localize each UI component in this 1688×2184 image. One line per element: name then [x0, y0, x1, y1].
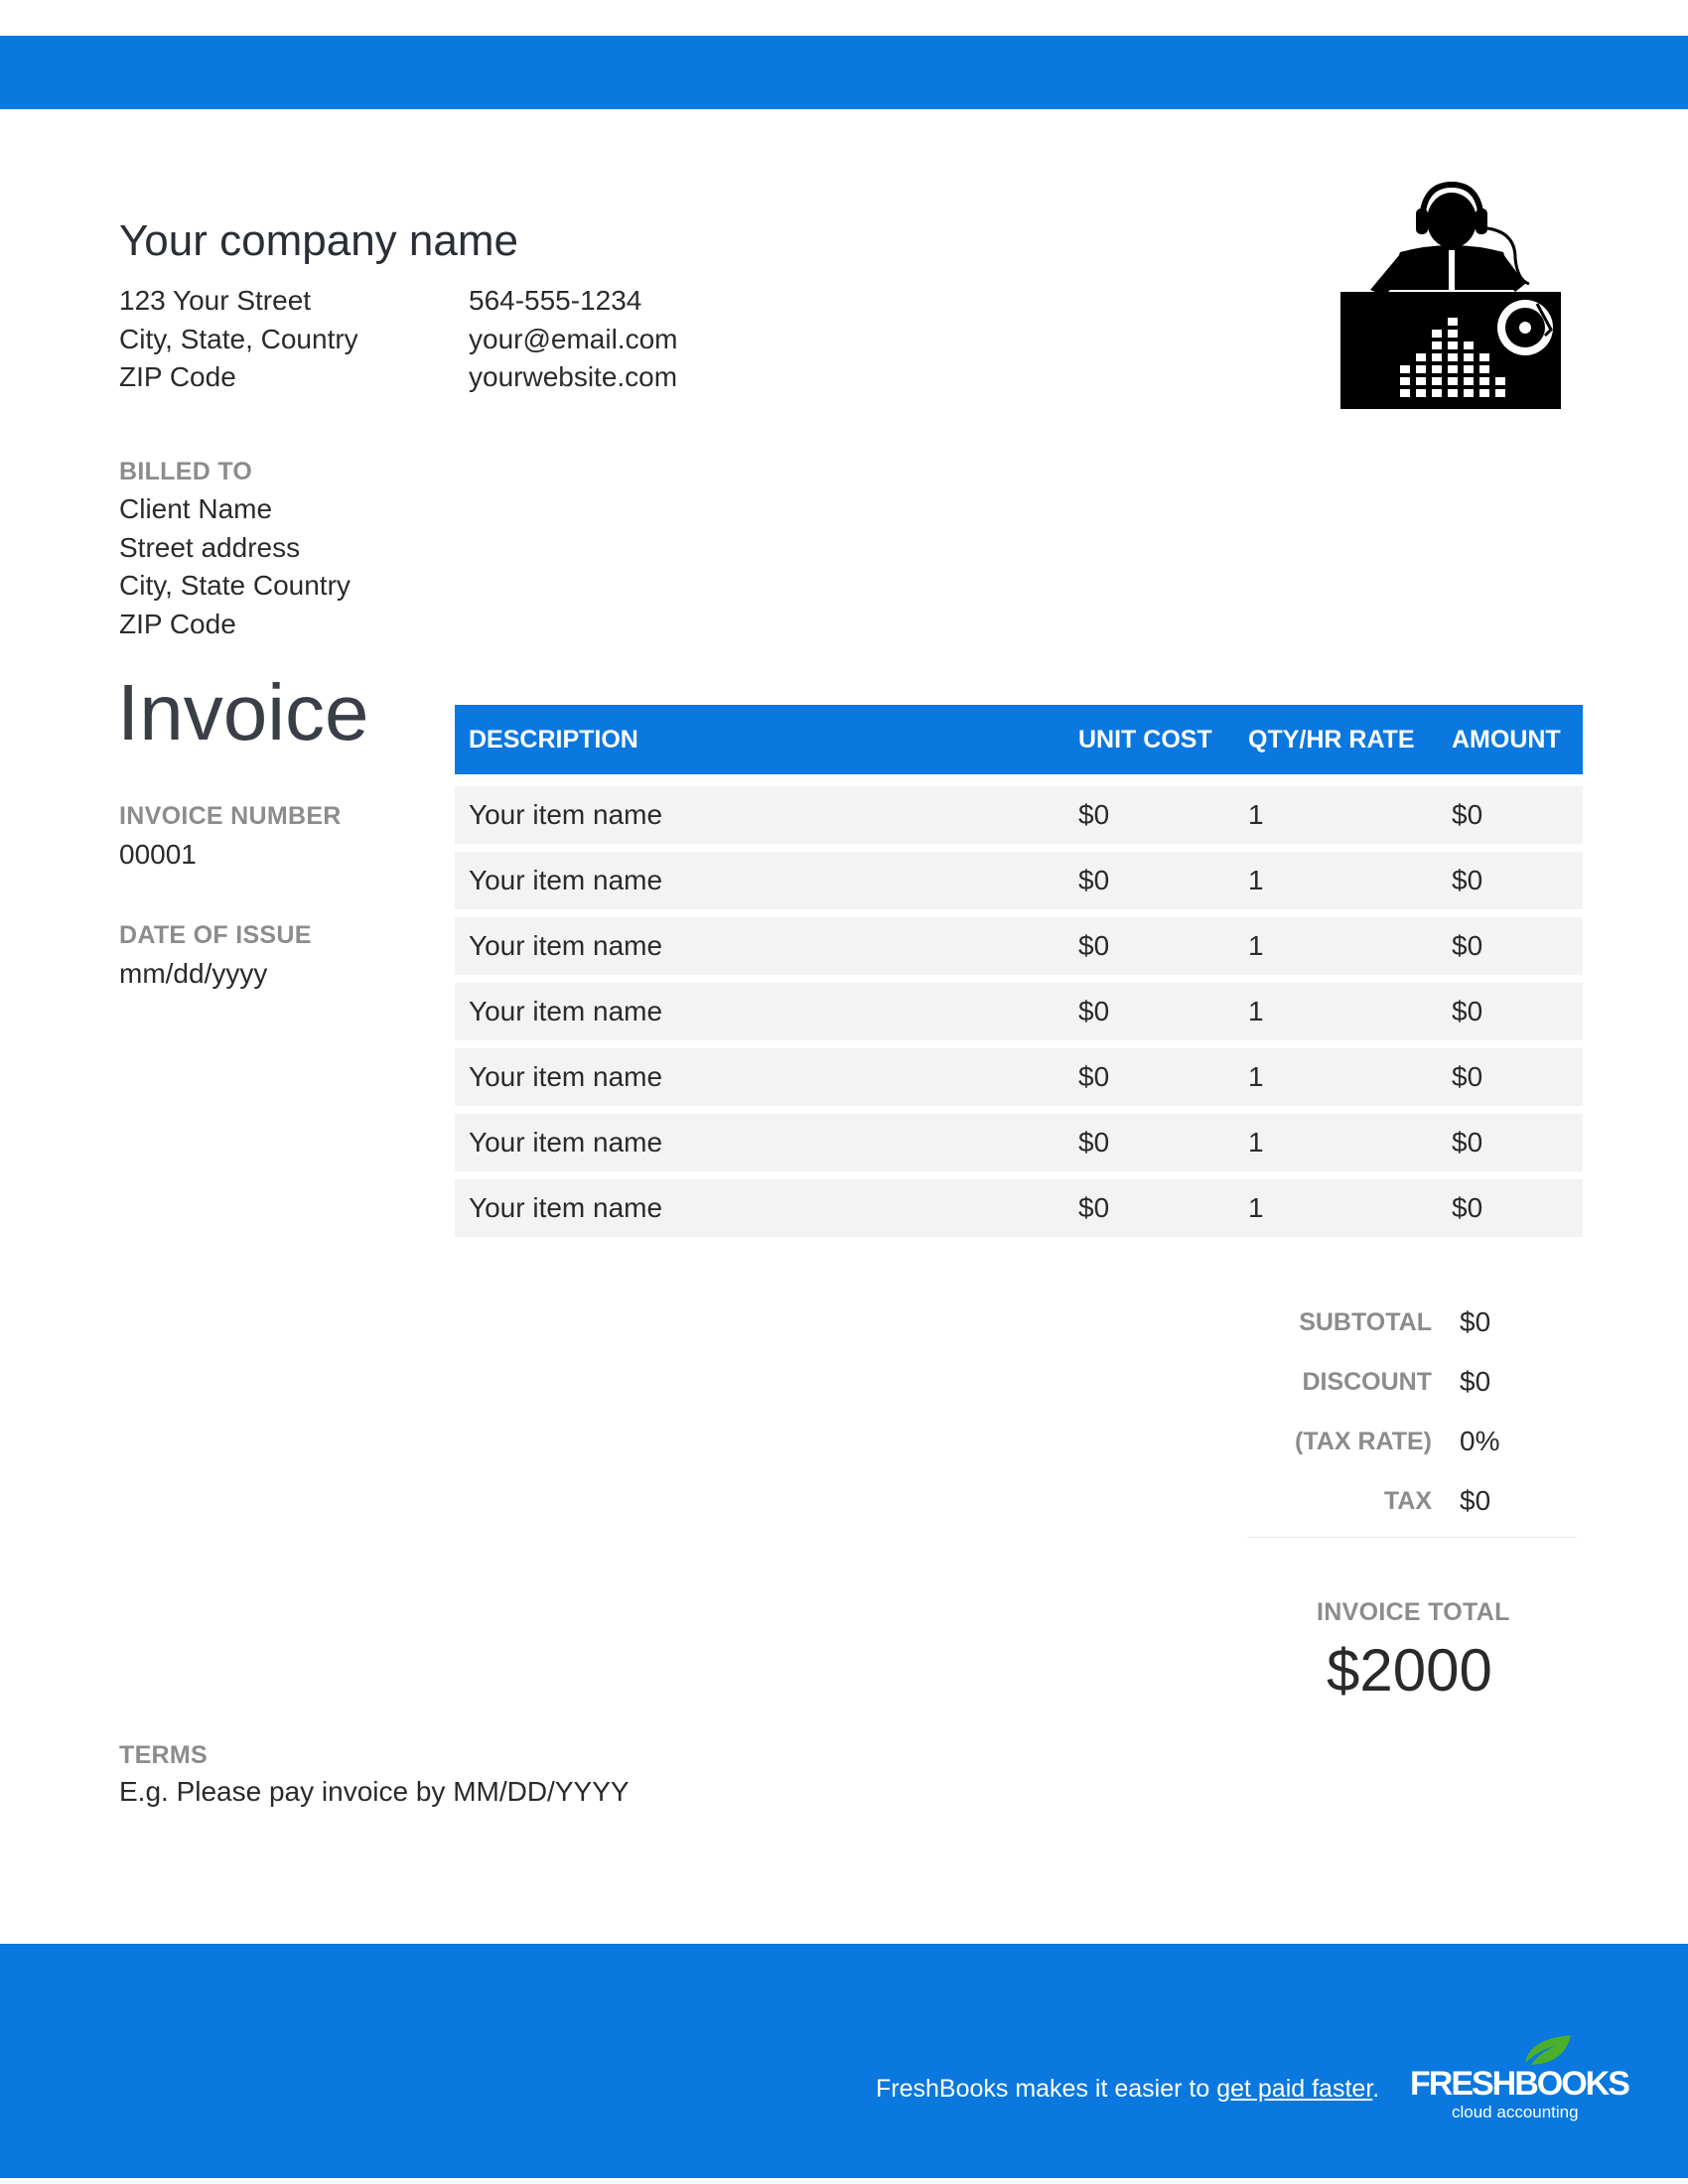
freshbooks-logo-text[interactable]: FRESHBOOKS — [1410, 2065, 1628, 2103]
item-description: Your item name — [455, 852, 1064, 917]
invoice-number-block — [119, 802, 342, 871]
table-row — [455, 1114, 1583, 1179]
item-unit-cost: $0 — [1064, 1114, 1234, 1179]
tax-label: TAX — [1383, 1486, 1432, 1515]
item-unit-cost: $0 — [1064, 1179, 1234, 1245]
item-qty: 1 — [1234, 917, 1438, 983]
tax-rate-row — [1241, 1412, 1579, 1471]
invoice-total-label: INVOICE TOTAL — [1317, 1598, 1510, 1626]
item-amount: $0 — [1438, 917, 1583, 983]
company-email: your@email.com — [469, 323, 678, 354]
item-unit-cost: $0 — [1064, 774, 1234, 852]
item-description: Your item name — [455, 1048, 1064, 1114]
subtotal-value: $0 — [1460, 1306, 1491, 1337]
item-qty: 1 — [1234, 983, 1438, 1048]
item-qty: 1 — [1234, 1114, 1438, 1179]
invoice-total-value: $2000 — [1327, 1637, 1492, 1704]
header-description: DESCRIPTION — [455, 705, 1064, 774]
item-amount: $0 — [1438, 983, 1583, 1048]
item-description: Your item name — [455, 983, 1064, 1048]
terms-label: TERMS — [119, 1741, 208, 1769]
date-of-issue: mm/dd/yyyy — [119, 958, 268, 989]
discount-row — [1241, 1352, 1579, 1412]
item-amount: $0 — [1438, 774, 1583, 852]
table-row — [455, 1048, 1583, 1114]
client-street: Street address — [119, 531, 301, 563]
totals-divider — [1247, 1537, 1577, 1538]
billed-to-block — [119, 457, 351, 643]
header-amount: AMOUNT — [1438, 705, 1583, 774]
item-amount: $0 — [1438, 1114, 1583, 1179]
subtotal-row — [1241, 1293, 1579, 1352]
line-items-table — [455, 705, 1583, 1245]
company-website: yourwebsite.com — [469, 361, 678, 392]
table-row — [455, 917, 1583, 983]
discount-value: $0 — [1460, 1366, 1491, 1397]
item-unit-cost: $0 — [1064, 1048, 1234, 1114]
header-bar — [0, 36, 1688, 109]
item-unit-cost: $0 — [1064, 852, 1234, 917]
invoice-number-label: INVOICE NUMBER — [119, 802, 342, 830]
billed-to-label: BILLED TO — [119, 458, 253, 485]
client-zip: ZIP Code — [119, 608, 236, 639]
footer-tagline — [876, 2075, 1379, 2104]
table-header-row — [455, 705, 1583, 774]
table-row — [455, 1179, 1583, 1245]
item-amount: $0 — [1438, 852, 1583, 917]
table-row — [455, 852, 1583, 917]
tax-value: $0 — [1460, 1485, 1491, 1516]
item-description: Your item name — [455, 1179, 1064, 1245]
company-address — [119, 282, 358, 397]
table-row — [455, 983, 1583, 1048]
invoice-number: 00001 — [119, 839, 197, 870]
terms-block — [119, 1741, 630, 1808]
company-name: Your company name — [119, 216, 518, 265]
company-street: 123 Your Street — [119, 285, 312, 316]
item-description: Your item name — [455, 1114, 1064, 1179]
tax-row — [1241, 1471, 1579, 1531]
item-description: Your item name — [455, 917, 1064, 983]
subtotal-label: SUBTOTAL — [1299, 1307, 1432, 1336]
company-city: City, State, Country — [119, 323, 358, 354]
date-of-issue-label: DATE OF ISSUE — [119, 921, 312, 949]
dj-mixer-logo-icon — [1340, 181, 1564, 411]
header-unit-cost: UNIT COST — [1064, 705, 1234, 774]
item-unit-cost: $0 — [1064, 983, 1234, 1048]
item-description: Your item name — [455, 774, 1064, 852]
date-of-issue-block — [119, 921, 312, 990]
invoice-title: Invoice — [117, 668, 369, 756]
item-qty: 1 — [1234, 852, 1438, 917]
item-unit-cost: $0 — [1064, 917, 1234, 983]
freshbooks-logo-subtext: cloud accounting — [1452, 2103, 1579, 2121]
tax-rate-label: (TAX RATE) — [1295, 1427, 1432, 1455]
tax-rate-value: 0% — [1460, 1426, 1500, 1456]
item-amount: $0 — [1438, 1179, 1583, 1245]
company-zip: ZIP Code — [119, 361, 236, 392]
company-phone: 564-555-1234 — [469, 285, 642, 316]
header-qty-rate: QTY/HR RATE — [1234, 705, 1438, 774]
item-qty: 1 — [1234, 1048, 1438, 1114]
discount-label: DISCOUNT — [1302, 1367, 1432, 1396]
item-qty: 1 — [1234, 774, 1438, 852]
table-row — [455, 774, 1583, 852]
client-name: Client Name — [119, 493, 273, 524]
footer-text-after: . — [1372, 2075, 1380, 2103]
client-city: City, State Country — [119, 570, 351, 601]
item-amount: $0 — [1438, 1048, 1583, 1114]
terms-text: E.g. Please pay invoice by MM/DD/YYYY — [119, 1776, 630, 1807]
company-contact — [469, 282, 677, 397]
get-paid-faster-link[interactable]: get paid faster — [1216, 2075, 1373, 2103]
totals-block — [1241, 1293, 1579, 1531]
item-qty: 1 — [1234, 1179, 1438, 1245]
footer-text-before: FreshBooks makes it easier to — [876, 2075, 1217, 2103]
